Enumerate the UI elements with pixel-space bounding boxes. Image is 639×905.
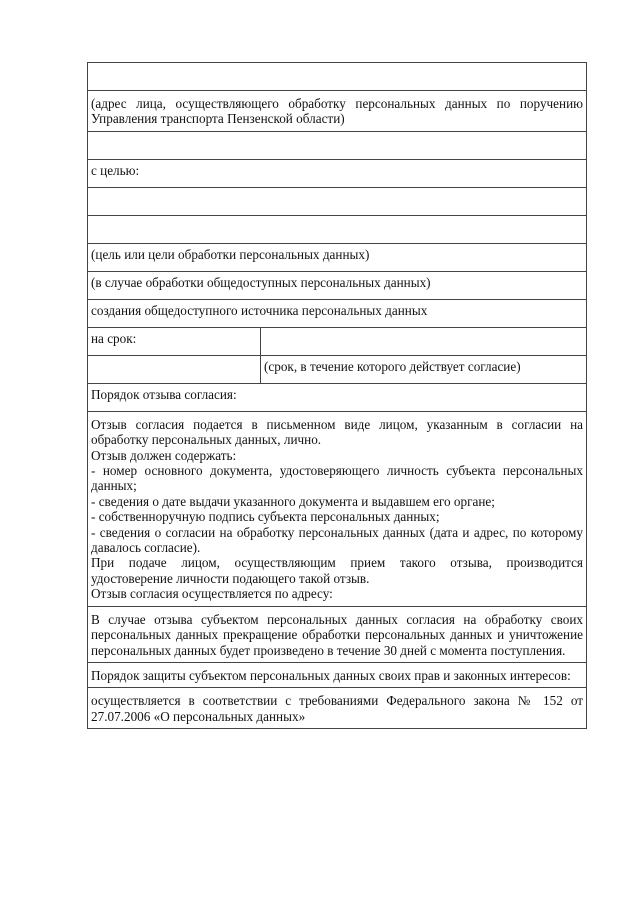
revoke-paragraph: - сведения о согласии на обработку персональных данных (дата и адрес, по которому давалось согласие). — [91, 524, 583, 556]
revoke-paragraph: - собственноручную подпись субъекта персональных данных; — [91, 509, 440, 525]
form-row-purpose-blank-1 — [88, 187, 587, 215]
revoke-consequence-cell — [88, 606, 587, 662]
address-caption-cell — [88, 91, 587, 132]
term-caption-blank-cell[interactable] — [88, 355, 261, 383]
form-row-purpose-blank-2 — [88, 215, 587, 243]
form-row-address-blank — [88, 63, 587, 91]
revoke-heading-cell — [88, 383, 587, 411]
protection-text-cell — [88, 688, 587, 729]
term-label-cell — [88, 327, 261, 355]
protection-text: осуществляется в соответствии с требованиями Федерального закона № 152 от 27.07.2006 «О персональных данных» — [91, 693, 583, 724]
form-row-blank-2 — [88, 131, 587, 159]
protection-heading-text: Порядок защиты субъектом персональных данных своих прав и законных интересов: — [91, 667, 571, 683]
form-row-revoke-consequence — [88, 606, 587, 662]
revoke-paragraph: Отзыв согласия подается в письменном виде лицом, указанным в согласии на обработку персональных данных, лично. — [91, 416, 583, 448]
consent-form-sheet — [87, 62, 586, 729]
purpose-caption-cell — [88, 243, 587, 271]
form-row-address-caption — [88, 91, 587, 132]
purpose-label-cell — [88, 159, 587, 187]
purpose-blank-cell-1[interactable] — [88, 187, 587, 215]
blank-cell-2[interactable] — [88, 131, 587, 159]
form-row-revoke-procedure — [88, 411, 587, 606]
revoke-heading-text: Порядок отзыва согласия: — [91, 386, 237, 402]
form-row-protection-heading — [88, 662, 587, 687]
purpose-blank-cell-2[interactable] — [88, 215, 587, 243]
form-row-purpose-caption — [88, 243, 587, 271]
revoke-paragraph: При подаче лицом, осуществляющим прием такого отзыва, производится удостоверение личности подающего такой отзыв. — [91, 555, 583, 586]
form-row-public-caption — [88, 271, 587, 299]
form-row-public-source — [88, 299, 587, 327]
revoke-procedure-cell — [88, 411, 587, 606]
protection-heading-cell — [88, 662, 587, 687]
form-row-protection-text — [88, 688, 587, 729]
term-value-cell[interactable] — [261, 327, 587, 355]
form-row-term-caption — [88, 355, 587, 383]
public-source-cell — [88, 299, 587, 327]
consent-form-table — [87, 62, 587, 729]
revoke-consequence-text: В случае отзыва субъектом персональных данных согласия на обработку своих персональных данных прекращение обработки персональных данных и уничтожение персональных данных будет произведено в течение 30 дней с момента поступления. — [91, 611, 583, 658]
form-row-revoke-heading — [88, 383, 587, 411]
revoke-paragraph: - номер основного документа, удостоверяющего личность субъекта персональных данных; — [91, 463, 583, 494]
revoke-paragraph: - сведения о дате выдачи указанного документа и выдавшем его органе; — [91, 493, 495, 509]
address-caption-text: (адрес лица, осуществляющего обработку персональных данных по поручению Управления транспорта Пензенской области) — [91, 96, 583, 127]
form-row-purpose-label — [88, 159, 587, 187]
public-caption-text: (в случае обработки общедоступных персональных данных) — [91, 274, 431, 290]
revoke-paragraph: Отзыв должен содержать: — [91, 447, 237, 463]
public-caption-cell — [88, 271, 587, 299]
purpose-caption-text: (цель или цели обработки персональных данных) — [91, 246, 370, 262]
revoke-paragraph: Отзыв согласия осуществляется по адресу: — [91, 586, 333, 602]
term-caption-cell — [261, 355, 587, 383]
form-row-term — [88, 327, 587, 355]
term-caption-text: (срок, в течение которого действует согласие) — [264, 358, 521, 374]
purpose-label-text: с целью: — [91, 162, 140, 178]
term-label-text: на срок: — [91, 330, 137, 346]
public-source-text: создания общедоступного источника персональных данных — [91, 302, 428, 318]
address-blank-cell[interactable] — [88, 63, 587, 91]
